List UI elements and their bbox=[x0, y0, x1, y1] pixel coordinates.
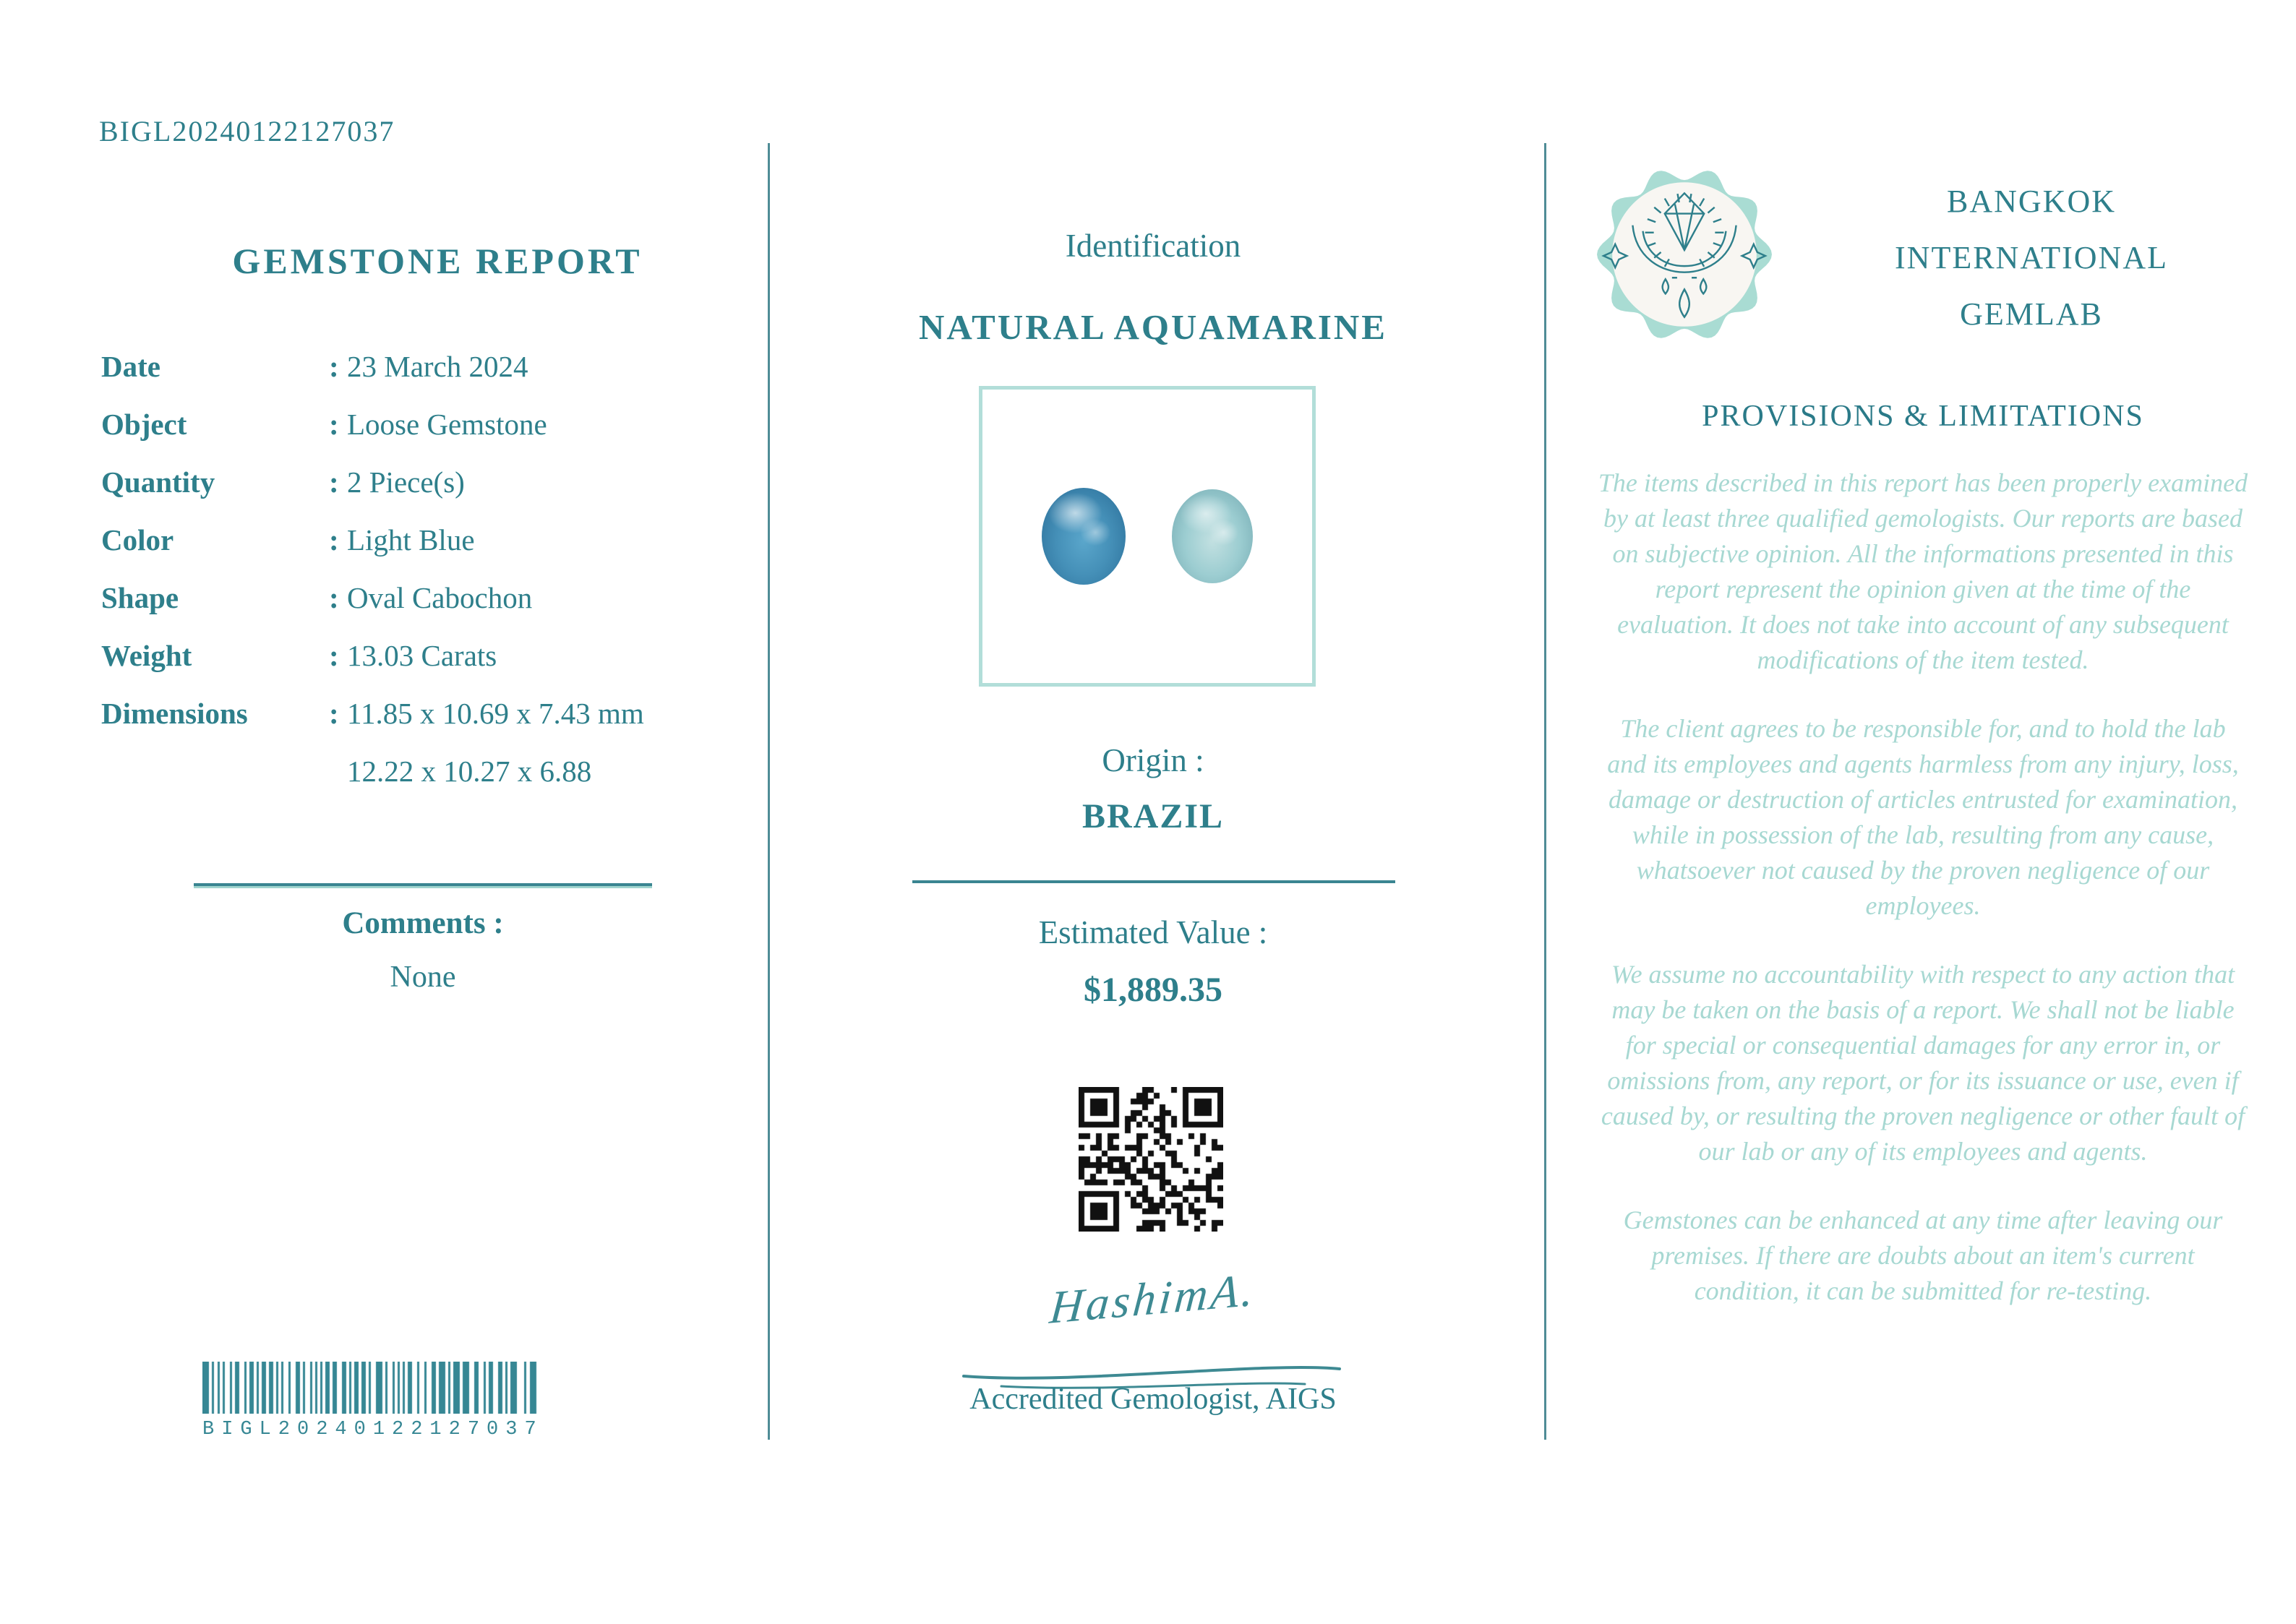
lab-name bbox=[1807, 173, 2256, 343]
qr-code-image bbox=[1079, 1087, 1223, 1232]
barcode-text: BIGL20240122127037 bbox=[202, 1419, 544, 1440]
field-row-color bbox=[101, 519, 752, 577]
field-colon: : bbox=[329, 523, 339, 557]
origin-label: Origin : bbox=[1102, 742, 1204, 778]
field-colon: : bbox=[329, 350, 339, 383]
gemologist-signature bbox=[936, 1263, 1370, 1392]
qr-code bbox=[1079, 1087, 1223, 1232]
logo-inner-circle bbox=[1612, 182, 1757, 327]
field-value: 13.03 Carats bbox=[347, 639, 497, 672]
field-colon: : bbox=[329, 639, 339, 672]
field-colon: : bbox=[329, 581, 339, 614]
field-value: 23 March 2024 bbox=[347, 350, 528, 383]
lab-name-line-1: BANGKOK bbox=[1947, 184, 2116, 219]
comments-label: Comments : bbox=[342, 906, 504, 940]
comments-value: None bbox=[390, 961, 456, 994]
field-label: Color bbox=[101, 523, 174, 557]
field-label: Object bbox=[101, 408, 187, 441]
provisions-heading: PROVISIONS & LIMITATIONS bbox=[1702, 400, 2144, 433]
field-value-dimensions-2: 12.22 x 10.27 x 6.88 bbox=[347, 755, 592, 788]
field-row-object bbox=[101, 403, 752, 461]
field-label: Dimensions bbox=[101, 697, 248, 730]
provisions-paragraph-2: The client agrees to be responsible for, and to hold the lab and its employees and agents harmless from any injury, loss, damage or destruction of articles entrusted for examination, while in possession of the lab, resulting from any cause, whatsoever not caused by the proven negligence of our employees. bbox=[1607, 714, 2239, 920]
gemstone-photo bbox=[979, 386, 1316, 687]
provisions-paragraph-3: We assume no accountability with respect to any action that may be taken on the basis of a report. We shall not be liable for special or consequential damages for any error in, or omissions from, any report, or for its issuance or use, even if caused by, or resulting the proven negligence or other fault of our lab or any of its employees and agents. bbox=[1601, 960, 2245, 1166]
field-value: 11.85 x 10.69 x 7.43 mm bbox=[347, 697, 644, 730]
estimated-value-amount: $1,889.35 bbox=[1084, 971, 1222, 1009]
gemstone-right-image bbox=[1172, 489, 1253, 583]
signature-script: HashimA. bbox=[1048, 1263, 1259, 1333]
field-label: Shape bbox=[101, 581, 179, 614]
origin-value: BRAZIL bbox=[1081, 797, 1225, 835]
comments-divider bbox=[194, 883, 652, 888]
field-label: Date bbox=[101, 350, 160, 383]
field-value: Light Blue bbox=[347, 523, 475, 557]
signer-title: Accredited Gemologist, AIGS bbox=[969, 1383, 1337, 1416]
field-colon: : bbox=[329, 697, 339, 730]
field-label: Weight bbox=[101, 639, 192, 672]
field-value: 2 Piece(s) bbox=[347, 465, 465, 499]
barcode-image bbox=[202, 1362, 539, 1414]
estimated-value-label: Estimated Value : bbox=[1038, 914, 1268, 950]
left-column-divider bbox=[768, 143, 770, 1440]
field-row-dimensions bbox=[101, 692, 752, 750]
comments-section bbox=[194, 883, 652, 994]
report-number: BIGL20240122127037 bbox=[99, 115, 395, 147]
field-value: Oval Cabochon bbox=[347, 581, 533, 614]
gemlab-logo bbox=[1595, 162, 1774, 347]
right-column-divider bbox=[1544, 143, 1546, 1440]
field-colon: : bbox=[329, 465, 339, 499]
field-row-quantity bbox=[101, 461, 752, 519]
field-row-shape bbox=[101, 577, 752, 635]
provisions-text bbox=[1598, 465, 2248, 1342]
middle-divider-rule bbox=[912, 880, 1395, 883]
gemstone-left-image bbox=[1042, 488, 1126, 585]
identification-heading: Identification bbox=[1065, 228, 1241, 264]
stone-name: NATURAL AQUAMARINE bbox=[919, 307, 1387, 347]
field-row-weight bbox=[101, 635, 752, 692]
field-row-date bbox=[101, 345, 752, 403]
lab-name-line-3: GEMLAB bbox=[1960, 296, 2103, 332]
barcode bbox=[202, 1362, 544, 1440]
report-fields bbox=[101, 345, 752, 792]
field-colon: : bbox=[329, 408, 339, 441]
lab-name-line-2: INTERNATIONAL bbox=[1895, 240, 2168, 275]
field-value: Loose Gemstone bbox=[347, 408, 547, 441]
report-title: GEMSTONE REPORT bbox=[232, 241, 643, 281]
provisions-paragraph-1: The items described in this report has been properly examined by at least three qualified gemologists. Our reports are based on subjective opinion. All the informations presented in this report represent the opinion given at the time of the evaluation. It does not take into account of any subsequent modifications of the item tested. bbox=[1598, 468, 2248, 674]
field-label: Quantity bbox=[101, 465, 215, 499]
provisions-paragraph-4: Gemstones can be enhanced at any time after leaving our premises. If there are doubts about an item's current condition, it can be submitted for re-testing. bbox=[1623, 1206, 2223, 1305]
